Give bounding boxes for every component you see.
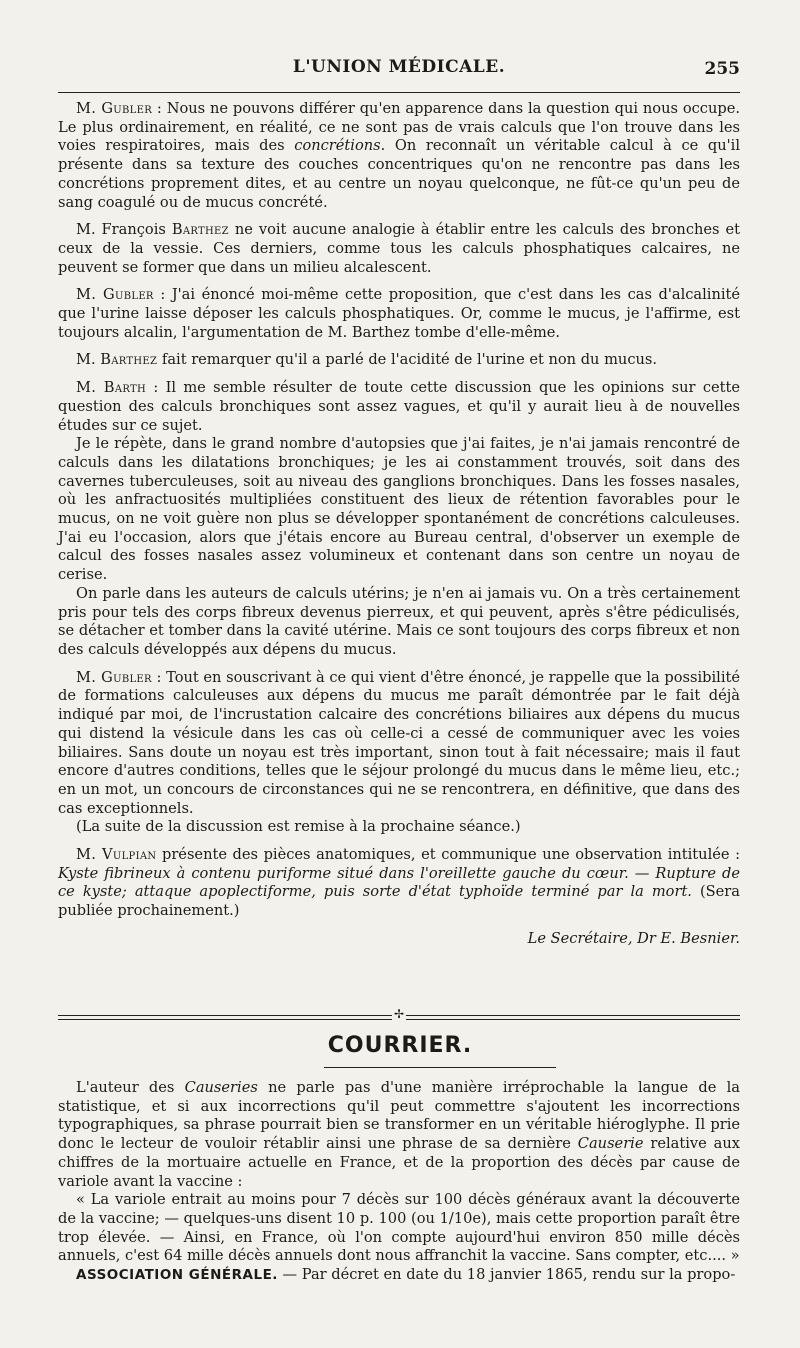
header-rule bbox=[58, 92, 740, 93]
association-label: ASSOCIATION GÉNÉRALE. bbox=[76, 1267, 278, 1284]
paragraph-barth-2: Je le répète, dans le grand nombre d'autopsies que j'ai faites, je n'ai jamais rencontré de calculs dans les dilatations bronchiques; je les ai constamment trouvés, soit dans des cavernes tuberculeuses, soit au niveau des ganglions bronchiques. Dans les fosses nasales, où les anfractuosités multipliées constituent des lieux de rétention favorables pour le mucus, on ne voit guère non plus se développer spontanément de concrétions calculeuses. J'ai eu l'occasion, alors que j'étais encore au Bureau central, d'observer un exemple de calcul des fosses nasales assez volumineux et contenant dans son centre un noyau de cerise. bbox=[58, 435, 740, 584]
paragraph-barthez-1: M. François Barthez ne voit aucune analogie à établir entre les calculs des bronches et ceux de la vessie. Ces derniers, comme tous les calculs phosphatiques calcaires, ne peuvent se former que dans un milieu alcalescent. bbox=[58, 221, 740, 276]
courrier-association: ASSOCIATION GÉNÉRALE. — Par décret en date du 18 janvier 1865, rendu sur la propo- bbox=[76, 1266, 736, 1284]
ornament-icon: ✢ bbox=[393, 1007, 405, 1021]
running-title: L'UNION MÉDICALE. bbox=[292, 57, 506, 77]
section-heading-courrier: COURRIER. bbox=[327, 1033, 473, 1058]
secretary-signature: Le Secrétaire, Dr E. Besnier. bbox=[527, 929, 740, 947]
paragraph-vulpian: M. Vulpian présente des pièces anatomiques, et communique une observation intitulée : Kyste fibrineux à contenu puriforme situé dans l'oreillette gauche du cœur. — Rupture de ce kyste; attaque apoplectiforme, puis sorte d'état typhoïde terminé par la mort. (Sera publiée prochainement.) bbox=[58, 846, 740, 920]
courrier-paragraph-1: L'auteur des Causeries ne parle pas d'une manière irréprochable la langue de la statistique, et si aux incorrections qu'il peut commettre s'ajoutent les incorrections typographiques, sa phrase pourrait bien se transformer en un véritable hiéroglyphe. Il prie donc le lecteur de vouloir rétablir ainsi une phrase de sa dernière Causerie relative aux chiffres de la mortuaire actuelle en France, et de la proportion des décès par cause de variole avant la vaccine : bbox=[58, 1079, 740, 1190]
speaker-name: M. Barth bbox=[76, 379, 146, 397]
observation-title: Kyste fibrineux à contenu puriforme situé dans l'oreillette gauche du cœur. — Rupture de ce kyste; attaque apoplectiforme, puis sorte d'état typhoïde terminé par la mort. bbox=[58, 864, 740, 901]
heading-rule bbox=[324, 1067, 556, 1068]
paragraph-gubler-3: M. Gubler : Tout en souscrivant à ce qui vient d'être énoncé, je rappelle que la possibilité de formations calculeuses aux dépens du mucus me paraît démontrée par le fait déjà indiqué par moi, de l'incrustation calcaire des concrétions biliaires aux dépens du mucus qui distend la vésicule dans les cas où celle-ci a cessé de communiquer avec les voies biliaires. Sans doute un noyau est très important, sinon tout à fait nécessaire; mais il faut encore d'autres conditions, telles que le séjour prolongé du mucus dans le même lieu, etc.; en un mot, un concours de circonstances qui ne se rencontrera, en définitive, que dans des cas exceptionnels. bbox=[58, 668, 740, 817]
paragraph-adjourn: (La suite de la discussion est remise à la prochaine séance.) bbox=[76, 818, 521, 836]
speaker-name: M. Gubler bbox=[76, 286, 154, 304]
speaker-name: M. Vulpian bbox=[76, 846, 157, 864]
paragraph-barthez-2: M. Barthez fait remarquer qu'il a parlé de l'acidité de l'urine et non du mucus. bbox=[76, 351, 658, 369]
speaker-name: Barthez bbox=[171, 221, 229, 239]
speaker-name: M. Gubler bbox=[76, 668, 152, 686]
paragraph-barth-3: On parle dans les auteurs de calculs utérins; je n'en ai jamais vu. On a très certainement pris pour tels des corps fibreux devenus pierreux, et qui peuvent, après s'être pédiculisés, se détacher et tomber dans la cavité utérine. Mais ce sont toujours des corps fibreux et non des calculs développés aux dépens du mucus. bbox=[58, 584, 740, 658]
page-header bbox=[58, 55, 740, 89]
discussion-text bbox=[58, 100, 740, 949]
emphasis: concrétions bbox=[294, 137, 381, 155]
paragraph-gubler-1: M. Gubler : Nous ne pouvons différer qu'en apparence dans la question qui nous occupe. Le plus ordinairement, en réalité, ce ne sont pas de vrais calculs que l'on trouve dans les voies respiratoires, mais des concrétions. On reconnaît un véritable calcul à ce qu'il présente dans sa texture des couches concentriques qu'on ne rencontre pas dans les concrétions proprement dites, et au centre un noyau quelconque, ne fût-ce qu'un peu de sang coagulé ou de mucus concrété. bbox=[58, 100, 740, 211]
speaker-name: Barthez bbox=[100, 351, 158, 369]
page-number: 255 bbox=[704, 59, 740, 79]
courrier-text bbox=[58, 1079, 740, 1285]
courrier-quote: « La variole entrait au moins pour 7 décès sur 100 décès généraux avant la découverte de la vaccine; — quelques-uns disent 10 p. 100 (ou 1/10e), mais cette proportion paraît être trop élevée. — Ainsi, en France, où l'on compte aujourd'hui environ 850 mille décès annuels, c'est 64 mille décès annuels dont nous affranchit la vaccine. Sans compter, etc.... » bbox=[58, 1191, 740, 1265]
speaker-name: M. Gubler bbox=[76, 100, 153, 117]
paragraph-gubler-2: M. Gubler : J'ai énoncé moi-même cette proposition, que c'est dans les cas d'alcalinité que l'urine laisse déposer les calculs phosphatiques. Or, comme le mucus, je l'affirme, est toujours alcalin, l'argumentation de M. Barthez tombe d'elle-même. bbox=[58, 286, 741, 341]
paragraph-barth-1: M. Barth : Il me semble résulter de toute cette discussion que les opinions sur cette question des calculs bronchiques sont assez vagues, et qu'il y aurait lieu à de nouvelles études sur ce sujet. bbox=[58, 379, 740, 434]
